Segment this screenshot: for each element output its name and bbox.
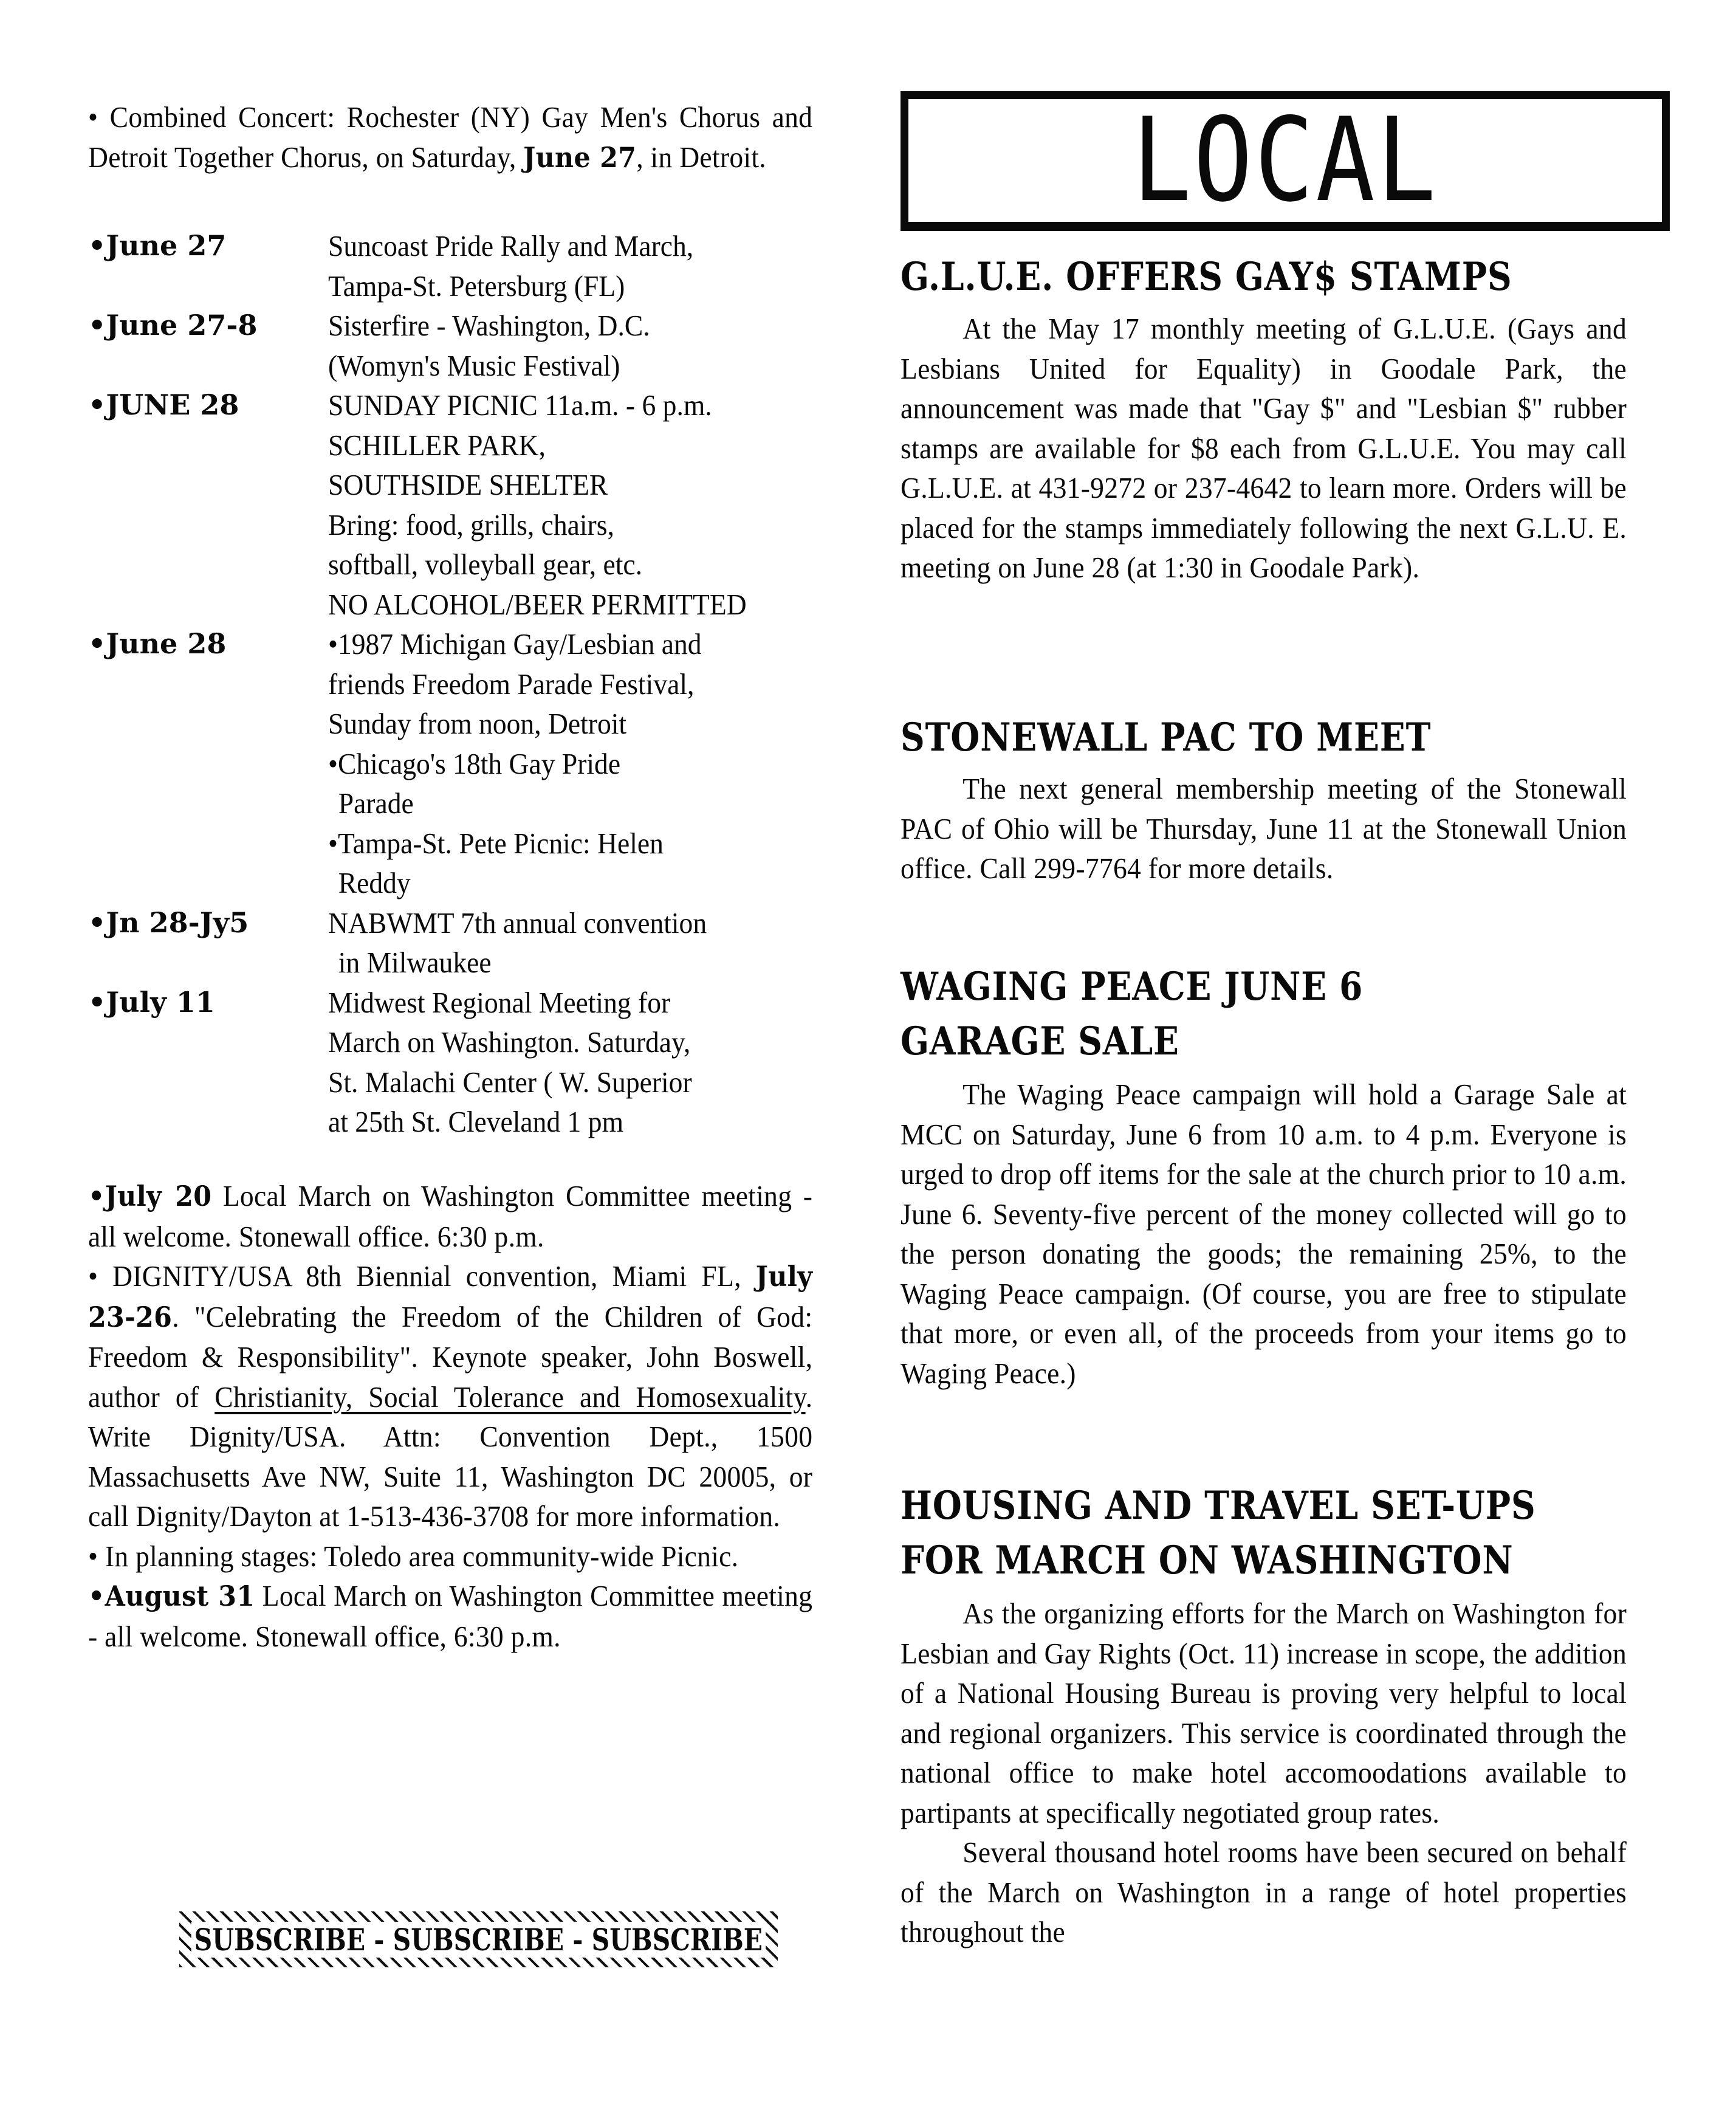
- entry-line: •1987 Michigan Gay/Lesbian and: [328, 627, 702, 661]
- july-20-date: •July 20: [88, 1180, 212, 1212]
- subscribe-banner: [179, 1911, 778, 1967]
- article-paragraph: At the May 17 monthly meeting of G.L.U.E. (Gays and Lesbians United for Equality) in Goodale Park, the announcement was made that "Gay $" and "Lesbian $" rubber stamps are available for $8 each from G.L.U.E. You may call G.L.U.E. at 431-9272 or 237-4642 to learn more. Orders will be placed for the stamps immediately following the next G.L.U. E. meeting on June 28 (at 1:30 in Goodale Park).: [901, 312, 1627, 584]
- article-waging-peace: [901, 1075, 1627, 1393]
- article-paragraph: As the organizing efforts for the March on Washington for Lesbian and Gay Rights (Oct. 11) increase in scope, the addition of a National Housing Bureau is proving very helpful to local and regional organizers. This service is coordinated through the national office to make hotel accomoodations available to partipants at specifically negotiated group rates.: [901, 1597, 1627, 1829]
- entry-line: SOUTHSIDE SHELTER: [328, 468, 608, 501]
- entry-line: softball, volleyball gear, etc.: [328, 548, 642, 581]
- calendar-entry: [88, 226, 867, 306]
- calendar-entry: [88, 903, 867, 983]
- headline-glue-stamps: G.L.U.E. OFFERS GAY$ STAMPS: [901, 254, 1512, 300]
- entry-line: NO ALCOHOL/BEER PERMITTED: [328, 587, 747, 621]
- august-31-notice: [88, 1576, 812, 1656]
- entry-date: •June 27: [88, 229, 227, 262]
- calendar-entry: [88, 306, 867, 385]
- section-title-box: [901, 91, 1670, 231]
- calendar-entry: [88, 983, 867, 1142]
- entry-line: NABWMT 7th annual convention: [328, 906, 707, 940]
- entry-date: •June 27-8: [88, 309, 258, 342]
- dignity-notice: [88, 1256, 812, 1536]
- entry-line: Suncoast Pride Rally and March,: [328, 229, 694, 263]
- entry-date: •JUNE 28: [88, 388, 239, 421]
- additional-events: [88, 1176, 812, 1656]
- entry-date: •July 11: [88, 985, 215, 1019]
- calendar-entry: [88, 624, 867, 903]
- combined-concert-notice: [88, 97, 812, 177]
- entry-line: Parade: [338, 786, 414, 820]
- august-31-text: Local March on Washington Committee meeting - all welcome. Stonewall office, 6:30 p.m.: [88, 1579, 813, 1653]
- entry-line: in Milwaukee: [338, 946, 492, 979]
- entry-line: •Tampa-St. Pete Picnic: Helen: [328, 826, 664, 860]
- intro-text: Combined Concert: Rochester (NY) Gay Men's Chorus and Detroit Together Chorus, on Saturday,: [88, 100, 813, 174]
- entry-line: Sisterfire - Washington, D.C.: [328, 309, 650, 342]
- article-housing-travel: [901, 1594, 1627, 1952]
- entry-line: •Chicago's 18th Gay Pride: [328, 746, 621, 780]
- entry-description: [328, 983, 829, 1142]
- article-paragraph: The next general membership meeting of the Stonewall PAC of Ohio will be Thursday, June 11 at the Stonewall Union office. Call 299-7764 for more details.: [901, 772, 1627, 885]
- july-20-text: Local March on Washington Committee meeting - all welcome. Stonewall office. 6:30 p.m.: [88, 1179, 813, 1253]
- entry-date: •June 28: [88, 627, 227, 660]
- article-paragraph: The Waging Peace campaign will hold a Garage Sale at MCC on Saturday, June 6 from 10 a.m. to 4 p.m. Everyone is urged to drop off items for the sale at the church prior to 10 a.m. June 6. Seventy-five percent of the money collected will go to the person donating the goods; the remaining 25%, to the Waging Peace campaign. (Of course, you are free to stipulate that more, or even all, of the proceeds from your items go to Waging Peace.): [901, 1078, 1627, 1390]
- dignity-text: • DIGNITY/USA 8th Biennial convention, Miami FL,: [88, 1259, 756, 1293]
- article-stonewall-pac: [901, 769, 1627, 889]
- entry-line: friends Freedom Parade Festival,: [328, 667, 695, 701]
- entry-line: Sunday from noon, Detroit: [328, 707, 627, 740]
- entry-date: •Jn 28-Jy5: [88, 906, 249, 939]
- dignity-date: July 23-26: [88, 1260, 813, 1333]
- intro-bold-date: June 27: [523, 140, 637, 174]
- entry-line: SCHILLER PARK,: [328, 428, 546, 462]
- headline-waging-peace-line2: GARAGE SALE: [901, 1019, 1179, 1064]
- entry-line: Midwest Regional Meeting for: [328, 985, 671, 1019]
- entry-description: [328, 385, 829, 624]
- toledo-notice: • In planning stages: Toledo area community-wide Picnic.: [88, 1539, 739, 1573]
- calendar-entry: [88, 385, 867, 624]
- entry-line: Tampa-St. Petersburg (FL): [328, 269, 625, 303]
- section-title: LOCAL: [1132, 93, 1438, 227]
- event-calendar: [88, 226, 867, 1142]
- entry-description: [328, 306, 829, 385]
- intro-text-end: , in Detroit.: [636, 140, 766, 174]
- entry-description: [328, 226, 829, 306]
- subscribe-text: SUBSCRIBE - SUBSCRIBE - SUBSCRIBE: [191, 1922, 766, 1958]
- entry-line: St. Malachi Center ( W. Superior: [328, 1065, 692, 1099]
- headline-housing-line2: FOR MARCH ON WASHINGTON: [901, 1538, 1514, 1583]
- article-paragraph: Several thousand hotel rooms have been secured on behalf of the March on Washington in a range of hotel properties throughout the: [901, 1835, 1627, 1948]
- entry-description: [328, 624, 829, 903]
- entry-line: SUNDAY PICNIC 11a.m. - 6 p.m.: [328, 388, 712, 422]
- entry-line: at 25th St. Cleveland 1 pm: [328, 1105, 624, 1138]
- headline-housing-line1: HOUSING AND TRAVEL SET-UPS: [901, 1483, 1536, 1529]
- entry-description: [328, 903, 829, 983]
- entry-line: (Womyn's Music Festival): [328, 348, 620, 382]
- article-glue-stamps: [901, 309, 1627, 588]
- dignity-text-middle: . "Celebrating the Freedom of the Children of God: Freedom & Responsibility". Keynote speaker, John Boswell, author of: [88, 1299, 813, 1414]
- entry-line: Bring: food, grills, chairs,: [328, 507, 614, 542]
- entry-line: March on Washington. Saturday,: [328, 1025, 691, 1059]
- headline-waging-peace-line1: WAGING PEACE JUNE 6: [901, 964, 1364, 1009]
- headline-stonewall-pac: STONEWALL PAC TO MEET: [901, 715, 1432, 760]
- july-20-notice: [88, 1176, 812, 1256]
- august-31-date: •August 31: [88, 1580, 255, 1612]
- dignity-text-end: . Write Dignity/USA. Attn: Convention Dept., 1500 Massachusetts Ave NW, Suite 11, Washington DC 20005, or call Dignity/Dayton at 1-513-436-3708 for more information.: [88, 1380, 813, 1533]
- book-title: Christianity, Social Tolerance and Homosexuality: [214, 1380, 806, 1414]
- bullet: •: [88, 100, 98, 134]
- entry-line: Reddy: [338, 866, 411, 899]
